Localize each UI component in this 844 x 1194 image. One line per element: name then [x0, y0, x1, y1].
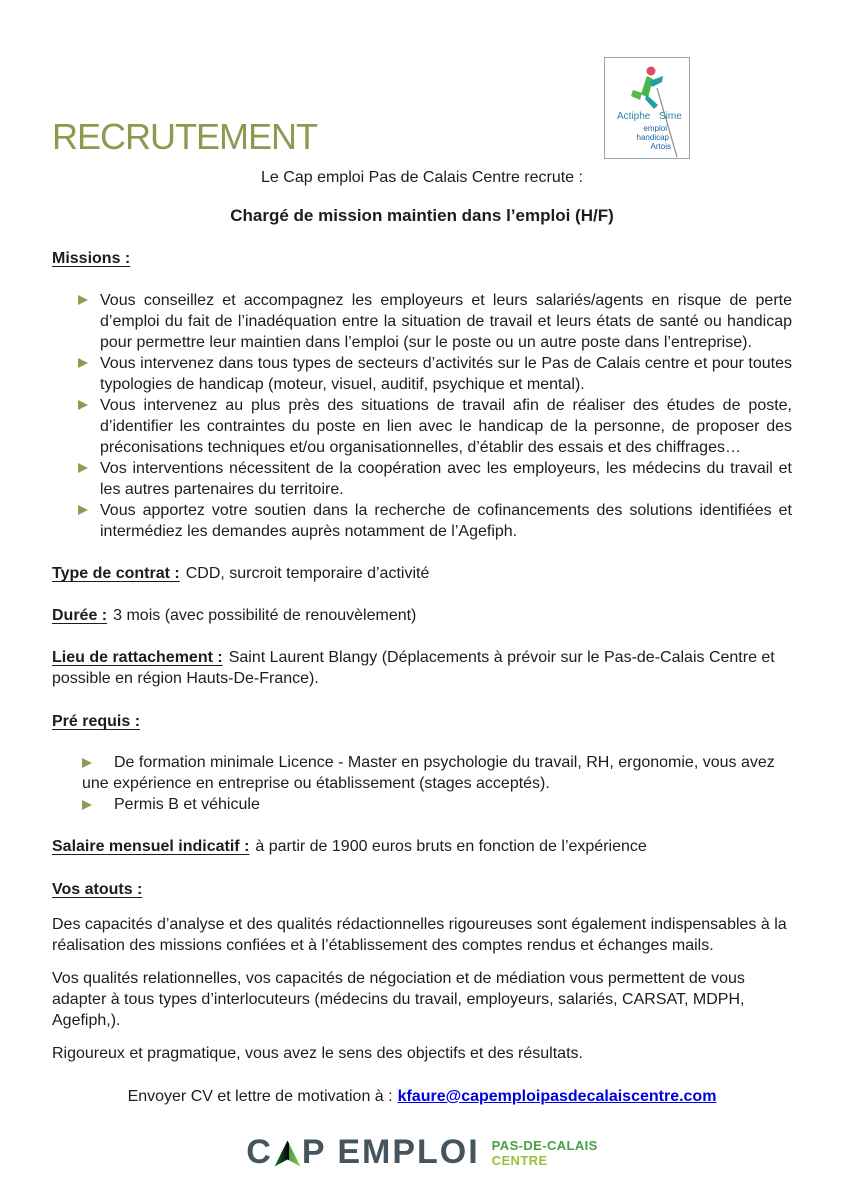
duration-value: 3 mois (avec possibilité de renouvèlement): [113, 607, 417, 624]
mission-item: [52, 395, 792, 458]
logo-tagline-line: handicap: [636, 133, 669, 142]
logo-tagline-line: Artois: [650, 142, 671, 151]
mission-text: Vous intervenez dans tous types de secteurs d’activités sur le Pas de Calais centre et pour toutes typologies de handicap (moteur, visuel, auditif, psychique et mental).: [100, 355, 792, 393]
arrow-bullet-icon: [82, 800, 92, 810]
prerequis-list: [52, 752, 792, 815]
salary-value: à partir de 1900 euros bruts en fonction de l’expérience: [255, 838, 647, 855]
mission-item: [52, 458, 792, 500]
brand-letters-rest: P EMPLOI: [301, 1133, 480, 1171]
logo-name-right: Sime: [659, 111, 682, 122]
missions-heading-label: Missions :: [52, 250, 131, 267]
actiphe-sime-logo: [604, 57, 690, 159]
atouts-section: [52, 879, 792, 1064]
logo-tagline-line: emploi: [643, 124, 667, 133]
atouts-paragraph: Vos qualités relationnelles, vos capacités de négociation et de médiation vous permettent de vous adapter à tous types d’interlocuteurs (médecins du travail, employeurs, salariés, CARSAT, MDPH, Agefiph,).: [52, 970, 745, 1029]
cap-emploi-brand: [246, 1133, 479, 1172]
atouts-heading: [52, 879, 792, 900]
salary-label: Salaire mensuel indicatif :: [52, 838, 250, 855]
arrow-bullet-icon: [78, 463, 88, 473]
arrow-bullet-icon: [78, 400, 88, 410]
duration-label: Durée :: [52, 607, 108, 624]
atouts-paragraph: Rigoureux et pragmatique, vous avez le sens des objectifs et des résultats.: [52, 1045, 583, 1062]
prereq-text: Permis B et véhicule: [114, 796, 260, 813]
missions-heading: [52, 248, 792, 269]
location-value: Saint Laurent Blangy (Déplacements à prévoir sur le Pas-de-Calais Centre et possible en région Hauts-De-France).: [52, 649, 775, 687]
mission-item: [52, 353, 792, 395]
prereq-item: [82, 752, 792, 794]
mission-item: [52, 290, 792, 353]
page-title: RECRUTEMENT: [52, 116, 317, 157]
contract-type-label: Type de contrat :: [52, 565, 180, 582]
email-link[interactable]: kfaure@capemploipasdecalaiscentre.com: [397, 1088, 717, 1105]
contract-type-row: [52, 563, 792, 584]
intro-line: Le Cap emploi Pas de Calais Centre recrute :: [261, 169, 583, 186]
arrow-bullet-icon: [78, 358, 88, 368]
salary-row: [52, 836, 792, 857]
cap-emploi-region: [492, 1138, 598, 1168]
atouts-heading-label: Vos atouts :: [52, 881, 143, 898]
atouts-paragraph: Des capacités d’analyse et des qualités rédactionnelles rigoureuses sont également indispensables à la réalisation des missions confiées et à l’établissement des comptes rendus et échanges mails.: [52, 916, 787, 954]
logo-figure-icon: [605, 58, 689, 158]
arrow-bullet-icon: [78, 295, 88, 305]
arrow-bullet-icon: [78, 505, 88, 515]
prerequis-heading: [52, 711, 792, 732]
mission-text: Vos interventions nécessitent de la coopération avec les employeurs, les médecins du travail et les autres partenaires du territoire.: [100, 460, 792, 498]
cap-emploi-arrow-icon: [274, 1140, 301, 1167]
cap-emploi-logo: [52, 1133, 792, 1172]
location-row: [52, 647, 792, 689]
mission-text: Vous apportez votre soutien dans la recherche de cofinancements des solutions identifiées et intermédiez les demandes auprès notamment de l’Agefiph.: [100, 502, 792, 540]
region-line1: PAS-DE-CALAIS: [491, 1137, 598, 1153]
mission-text: Vous intervenez au plus près des situations de travail afin de réaliser des études de poste, d’identifier les contraintes du poste en lien avec le handicap de la personne, de proposer des préconisations techniques et/ou organisationnelles, d’établir des essais et des chiffrages…: [100, 397, 792, 456]
prerequis-heading-label: Pré requis :: [52, 713, 141, 730]
apply-text: Envoyer CV et lettre de motivation à :: [127, 1088, 393, 1105]
location-label: Lieu de rattachement :: [52, 649, 223, 666]
apply-line: [52, 1086, 792, 1107]
brand-letter-c: C: [246, 1133, 273, 1171]
mission-item: [52, 500, 792, 542]
duration-row: [52, 605, 792, 626]
contract-type-value: CDD, surcroit temporaire d’activité: [185, 565, 430, 582]
prereq-item: [82, 794, 792, 815]
missions-list: [52, 290, 792, 542]
mission-text: Vous conseillez et accompagnez les employeurs et leurs salariés/agents en risque de perte d’emploi du fait de l’inadéquation entre la situation de travail et leurs états de santé ou handicap pour permettre leur maintien dans l’emploi (sur le poste ou un autre poste dans l’entreprise).: [100, 292, 792, 351]
prereq-text: De formation minimale Licence - Master en psychologie du travail, RH, ergonomie, vous avez une expérience en entreprise ou établissement (stages acceptés).: [82, 754, 775, 792]
arrow-bullet-icon: [82, 758, 92, 768]
job-title: Chargé de mission maintien dans l’emploi (H/F): [230, 206, 614, 225]
logo-name-left: Actiphe: [617, 111, 651, 122]
document-content: [0, 116, 844, 1172]
region-line2: CENTRE: [491, 1152, 548, 1168]
